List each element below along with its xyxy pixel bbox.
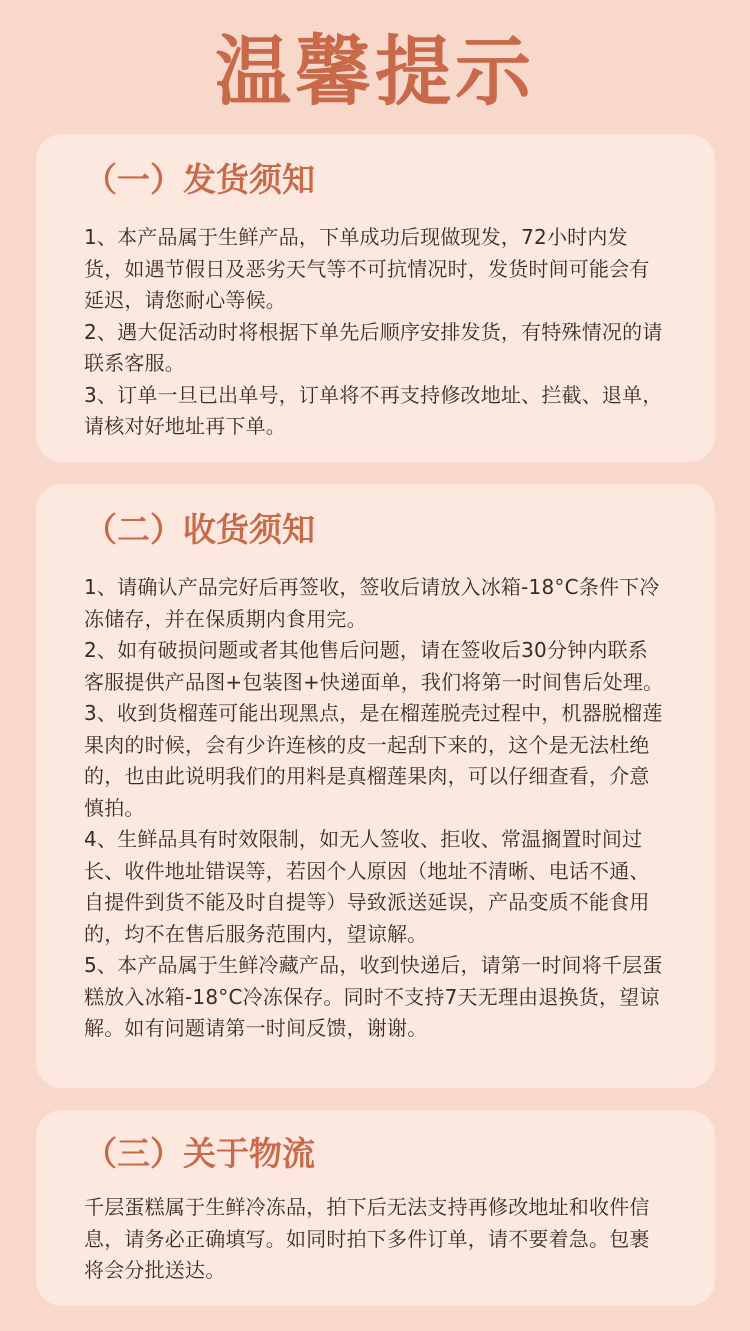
section-body [84, 572, 667, 1045]
paragraph: 5、本产品属于生鲜冷藏产品，收到快递后，请第一时间将千层蛋糕放入冰箱-18°C冷冻保存。同时不支持7天无理由退换货，望谅解。如有问题请第一时间反馈，谢谢。 [84, 953, 663, 1040]
section-heading: （三）关于物流 [84, 1134, 315, 1173]
paragraph: 1、本产品属于生鲜产品，下单成功后现做现发，72小时内发货，如遇节假日及恶劣天气等不可抗情况时，发货时间可能会有延迟，请您耐心等候。 [84, 225, 650, 312]
section-heading: （一）发货须知 [84, 160, 315, 199]
section-body [84, 222, 667, 443]
section-heading: （二）收货须知 [84, 510, 315, 549]
shipping-notice-card [36, 134, 715, 462]
paragraph: 2、遇大促活动时将根据下单先后顺序安排发货，有特殊情况的请联系客服。 [84, 319, 663, 375]
paragraph: 3、订单一旦已出单号，订单将不再支持修改地址、拦截、退单，请核对好地址再下单。 [84, 382, 663, 438]
logistics-card [36, 1110, 715, 1306]
paragraph: 2、如有破损问题或者其他售后问题，请在签收后30分钟内联系客服提供产品图+包装图+快递面单，我们将第一时间售后处理。 [84, 638, 664, 694]
paragraph: 3、收到货榴莲可能出现黑点，是在榴莲脱壳过程中，机器脱榴莲果肉的时候，会有少许连核的皮一起刮下来的，这个是无法杜绝的，也由此说明我们的用料是真榴莲果肉，可以仔细查看，介意慎拍。 [84, 701, 663, 820]
page-title: 温馨提示 [215, 27, 535, 116]
paragraph: 千层蛋糕属于生鲜冷冻品，拍下后无法支持再修改地址和收件信息，请务必正确填写。如同时拍下多件订单，请不要着急。包裹将会分批送达。 [84, 1195, 650, 1282]
paragraph: 1、请确认产品完好后再签收，签收后请放入冰箱-18°C条件下冷冻储存，并在保质期内食用完。 [84, 575, 660, 631]
receiving-notice-card [36, 484, 715, 1088]
section-body [84, 1192, 667, 1287]
paragraph: 4、生鲜品具有时效限制，如无人签收、拒收、常温搁置时间过长、收件地址错误等，若因个人原因（地址不清晰、电话不通、自提件到货不能及时自提等）导致派送延误，产品变质不能食用的，均不在售后服务范围内，望谅解。 [84, 827, 650, 946]
